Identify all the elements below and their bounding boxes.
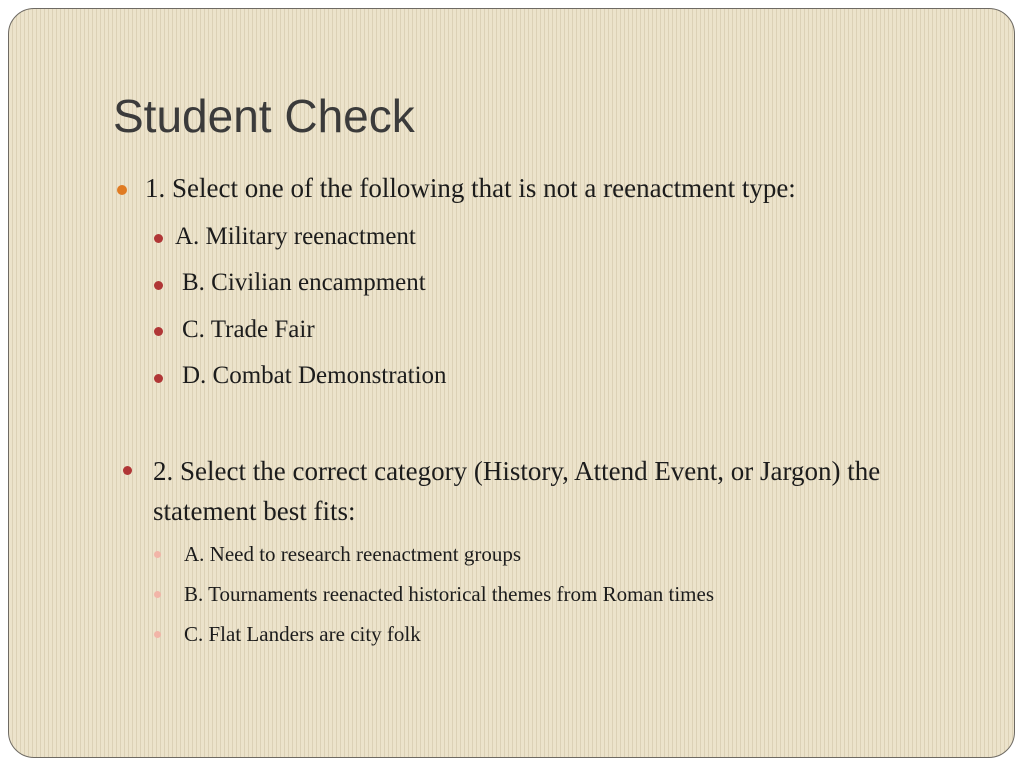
q1-option-a-bullet	[154, 234, 163, 243]
question-1-text: 1. Select one of the following that is not a reenactment type:	[145, 173, 796, 203]
q2-option-c-bullet	[154, 631, 161, 638]
slide	[8, 8, 1015, 758]
question-1-bullet	[117, 185, 127, 195]
q1-option-c: C. Trade Fair	[182, 316, 315, 343]
q2-option-c: C. Flat Landers are city folk	[184, 622, 421, 646]
q1-option-d: D. Combat Demonstration	[182, 362, 447, 389]
question-2-bullet	[123, 466, 132, 475]
q2-option-a-bullet	[154, 551, 161, 558]
question-2-text: 2. Select the correct category (History, Attend Event, or Jargon) the statement best fits:	[153, 456, 881, 526]
q1-option-c-bullet	[154, 327, 163, 336]
slide-title: Student Check	[113, 90, 415, 142]
q2-option-b: B. Tournaments reenacted historical themes from Roman times	[184, 582, 715, 606]
q1-option-d-bullet	[154, 374, 163, 383]
q1-option-a: A. Military reenactment	[175, 223, 416, 250]
q1-option-b-bullet	[154, 281, 163, 290]
q2-option-a: A. Need to research reenactment groups	[184, 542, 522, 566]
q2-option-b-bullet	[154, 591, 161, 598]
q1-option-b: B. Civilian encampment	[182, 269, 426, 296]
